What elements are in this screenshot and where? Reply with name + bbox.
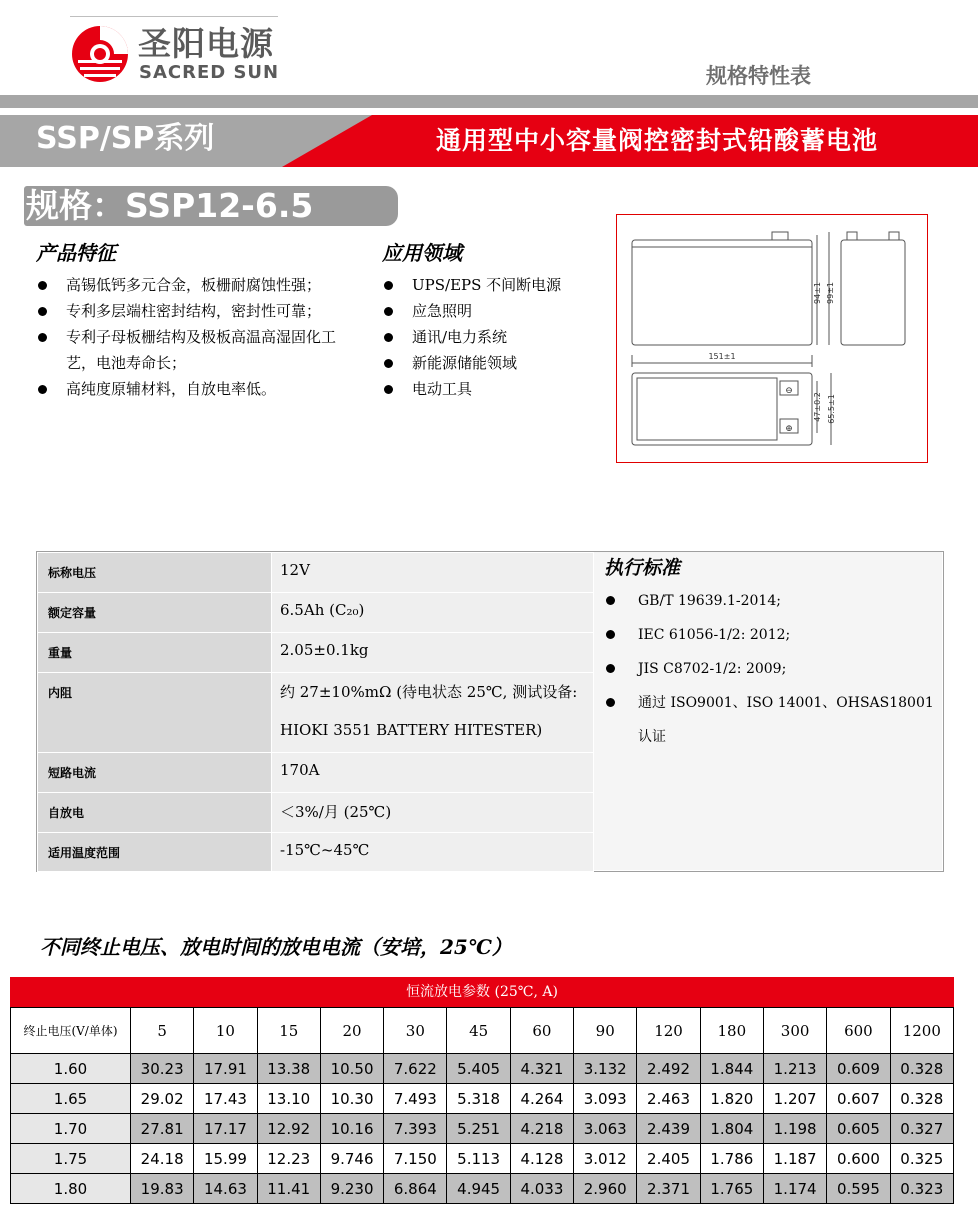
current-cell: 5.318 — [447, 1084, 510, 1114]
series-name: SSP/SP系列 — [36, 121, 215, 156]
standards-list — [604, 584, 940, 754]
current-cell: 1.786 — [700, 1144, 763, 1174]
bullet-icon — [38, 307, 47, 316]
discharge-title: 不同终止电压、放电时间的放电电流（安培，25℃） — [40, 935, 512, 959]
column-header: 600 — [827, 1008, 890, 1054]
dim-height-1-label: 94±1 — [813, 282, 822, 304]
list-item: IEC 61056-1/2: 2012; — [604, 618, 940, 652]
column-header: 300 — [763, 1008, 826, 1054]
current-cell: 29.02 — [131, 1084, 194, 1114]
bullet-icon — [606, 596, 615, 605]
list-item: UPS/EPS 不间断电源 — [382, 272, 602, 298]
list-item: 通过 ISO9001、ISO 14001、OHSAS18001 认证 — [604, 686, 940, 754]
column-header: 10 — [194, 1008, 257, 1054]
spec-value: 2.05±0.1kg — [272, 633, 594, 673]
current-cell: 2.405 — [637, 1144, 700, 1174]
dim-depth-2-label: 65.5±1 — [827, 394, 836, 424]
current-cell: 13.10 — [257, 1084, 320, 1114]
logo-text-en: SACRED SUN — [139, 62, 280, 83]
current-cell: 4.128 — [510, 1144, 573, 1174]
current-cell: 0.609 — [827, 1054, 890, 1084]
current-cell: 12.23 — [257, 1144, 320, 1174]
column-header: 45 — [447, 1008, 510, 1054]
table-row — [38, 793, 594, 833]
logo-text-cn: 圣阳电源 — [138, 24, 274, 63]
current-cell: 0.327 — [890, 1114, 953, 1144]
current-cell: 1.207 — [763, 1084, 826, 1114]
list-item: 专利子母板栅结构及极板高温高湿固化工艺，电池寿命长； — [36, 324, 354, 376]
bullet-icon — [384, 359, 393, 368]
applications-list — [382, 272, 602, 402]
current-cell: 5.251 — [447, 1114, 510, 1144]
list-item: GB/T 19639.1-2014; — [604, 584, 940, 618]
spec-value: 6.5Ah (C₂₀) — [272, 593, 594, 633]
spec-value: 12V — [272, 553, 594, 593]
current-cell: 10.50 — [320, 1054, 383, 1084]
document-type: 规格特性表 — [706, 64, 811, 88]
list-item: 高锡低钙多元合金，板栅耐腐蚀性强； — [36, 272, 354, 298]
current-cell: 17.43 — [194, 1084, 257, 1114]
discharge-table — [10, 1007, 954, 1204]
current-cell: 1.765 — [700, 1174, 763, 1204]
current-cell: 15.99 — [194, 1144, 257, 1174]
current-cell: 5.113 — [447, 1144, 510, 1174]
current-cell: 4.945 — [447, 1174, 510, 1204]
current-cell: 2.371 — [637, 1174, 700, 1204]
column-header: 30 — [384, 1008, 447, 1054]
list-item: 通讯/电力系统 — [382, 324, 602, 350]
negative-terminal-symbol: ⊖ — [785, 386, 793, 396]
spec-param: 标称电压 — [38, 553, 272, 593]
spec-param: 适用温度范围 — [38, 833, 272, 872]
discharge-table-body — [11, 1054, 954, 1204]
column-header: 180 — [700, 1008, 763, 1054]
spec-table-grid — [37, 552, 594, 872]
logo-divider — [70, 16, 278, 17]
current-cell: 4.033 — [510, 1174, 573, 1204]
series-description: 通用型中小容量阀控密封式铅酸蓄电池 — [436, 126, 879, 155]
discharge-table-wrapper — [10, 977, 954, 1204]
current-cell: 9.746 — [320, 1144, 383, 1174]
current-cell: 3.012 — [574, 1144, 637, 1174]
current-cell: 9.230 — [320, 1174, 383, 1204]
current-cell: 19.83 — [131, 1174, 194, 1204]
positive-terminal-symbol: ⊕ — [785, 424, 793, 434]
dim-height-2-label: 99±1 — [826, 282, 835, 304]
column-header: 1200 — [890, 1008, 953, 1054]
current-cell: 4.218 — [510, 1114, 573, 1144]
spec-param: 重量 — [38, 633, 272, 673]
current-cell: 7.493 — [384, 1084, 447, 1114]
voltage-cell: 1.60 — [11, 1054, 131, 1084]
spec-value: 170A — [272, 753, 594, 793]
spec-param: 内阻 — [38, 673, 272, 753]
current-cell: 0.323 — [890, 1174, 953, 1204]
column-header: 5 — [131, 1008, 194, 1054]
current-cell: 7.622 — [384, 1054, 447, 1084]
current-cell: 11.41 — [257, 1174, 320, 1204]
current-cell: 24.18 — [131, 1144, 194, 1174]
voltage-cell: 1.75 — [11, 1144, 131, 1174]
current-cell: 7.150 — [384, 1144, 447, 1174]
table-row — [38, 833, 594, 872]
current-cell: 1.213 — [763, 1054, 826, 1084]
table-row — [11, 1084, 954, 1114]
list-item: 高纯度原辅材料，自放电率低。 — [36, 376, 354, 402]
list-item: 应急照明 — [382, 298, 602, 324]
current-cell: 14.63 — [194, 1174, 257, 1204]
sacred-sun-logo-icon — [70, 24, 132, 84]
table-row — [38, 633, 594, 673]
spec-param: 额定容量 — [38, 593, 272, 633]
column-header: 15 — [257, 1008, 320, 1054]
current-cell: 10.16 — [320, 1114, 383, 1144]
bullet-icon — [384, 385, 393, 394]
current-cell: 3.093 — [574, 1084, 637, 1114]
current-cell: 0.325 — [890, 1144, 953, 1174]
list-item: 电动工具 — [382, 376, 602, 402]
current-cell: 1.198 — [763, 1114, 826, 1144]
voltage-cell: 1.70 — [11, 1114, 131, 1144]
bullet-icon — [606, 698, 615, 707]
voltage-cell: 1.80 — [11, 1174, 131, 1204]
dimension-drawing — [616, 214, 928, 463]
table-row — [11, 1114, 954, 1144]
current-cell: 1.187 — [763, 1144, 826, 1174]
current-cell: 1.804 — [700, 1114, 763, 1144]
current-cell: 27.81 — [131, 1114, 194, 1144]
current-cell: 2.492 — [637, 1054, 700, 1084]
battery-outline-drawing — [617, 215, 927, 462]
bullet-icon — [606, 630, 615, 639]
current-cell: 0.607 — [827, 1084, 890, 1114]
current-cell: 0.328 — [890, 1084, 953, 1114]
current-cell: 2.439 — [637, 1114, 700, 1144]
standards-title: 执行标准 — [604, 557, 681, 579]
table-row — [38, 593, 594, 633]
current-cell: 3.132 — [574, 1054, 637, 1084]
current-cell: 0.605 — [827, 1114, 890, 1144]
current-cell: 30.23 — [131, 1054, 194, 1084]
current-cell: 4.321 — [510, 1054, 573, 1084]
applications-title: 应用领域 — [382, 241, 462, 265]
table-row — [38, 673, 594, 753]
bullet-icon — [606, 664, 615, 673]
spec-param: 短路电流 — [38, 753, 272, 793]
bullet-icon — [384, 333, 393, 342]
spec-value: -15℃~45℃ — [272, 833, 594, 872]
table-row — [11, 1008, 954, 1054]
dim-depth-1-label: 47±0.2 — [813, 392, 822, 422]
column-header: 60 — [510, 1008, 573, 1054]
column-header-voltage: 终止电压(V/单体) — [11, 1008, 131, 1054]
bullet-icon — [38, 333, 47, 342]
spec-value: 约 27±10%mΩ (待电状态 25℃, 测试设备: HIOKI 3551 BATTERY HITESTER) — [272, 673, 594, 753]
table-row — [38, 553, 594, 593]
current-cell: 7.393 — [384, 1114, 447, 1144]
list-item: JIS C8702-1/2: 2009; — [604, 652, 940, 686]
list-item: 新能源储能领域 — [382, 350, 602, 376]
discharge-table-header: 恒流放电参数 (25℃, A) — [10, 977, 954, 1007]
current-cell: 17.91 — [194, 1054, 257, 1084]
spec-model-label: 规格：SSP12-6.5 — [26, 186, 314, 225]
table-row — [38, 753, 594, 793]
bullet-icon — [38, 385, 47, 394]
spec-value: ＜3%/月 (25℃) — [272, 793, 594, 833]
current-cell: 3.063 — [574, 1114, 637, 1144]
spec-param: 自放电 — [38, 793, 272, 833]
current-cell: 5.405 — [447, 1054, 510, 1084]
bullet-icon — [38, 281, 47, 290]
features-title: 产品特征 — [36, 241, 116, 265]
current-cell: 6.864 — [384, 1174, 447, 1204]
current-cell: 4.264 — [510, 1084, 573, 1114]
current-cell: 1.844 — [700, 1054, 763, 1084]
column-header: 20 — [320, 1008, 383, 1054]
current-cell: 10.30 — [320, 1084, 383, 1114]
current-cell: 0.600 — [827, 1144, 890, 1174]
features-list — [36, 272, 354, 402]
bullet-icon — [384, 307, 393, 316]
current-cell: 0.328 — [890, 1054, 953, 1084]
current-cell: 1.820 — [700, 1084, 763, 1114]
column-header: 120 — [637, 1008, 700, 1054]
table-row — [11, 1174, 954, 1204]
bullet-icon — [384, 281, 393, 290]
current-cell: 13.38 — [257, 1054, 320, 1084]
current-cell: 0.595 — [827, 1174, 890, 1204]
header-bar — [0, 95, 978, 108]
current-cell: 2.960 — [574, 1174, 637, 1204]
column-header: 90 — [574, 1008, 637, 1054]
current-cell: 12.92 — [257, 1114, 320, 1144]
table-row — [11, 1144, 954, 1174]
table-row — [11, 1054, 954, 1084]
list-item: 专利多层端柱密封结构，密封性可靠； — [36, 298, 354, 324]
dim-width-label: 151±1 — [708, 352, 736, 361]
current-cell: 1.174 — [763, 1174, 826, 1204]
current-cell: 2.463 — [637, 1084, 700, 1114]
voltage-cell: 1.65 — [11, 1084, 131, 1114]
current-cell: 17.17 — [194, 1114, 257, 1144]
